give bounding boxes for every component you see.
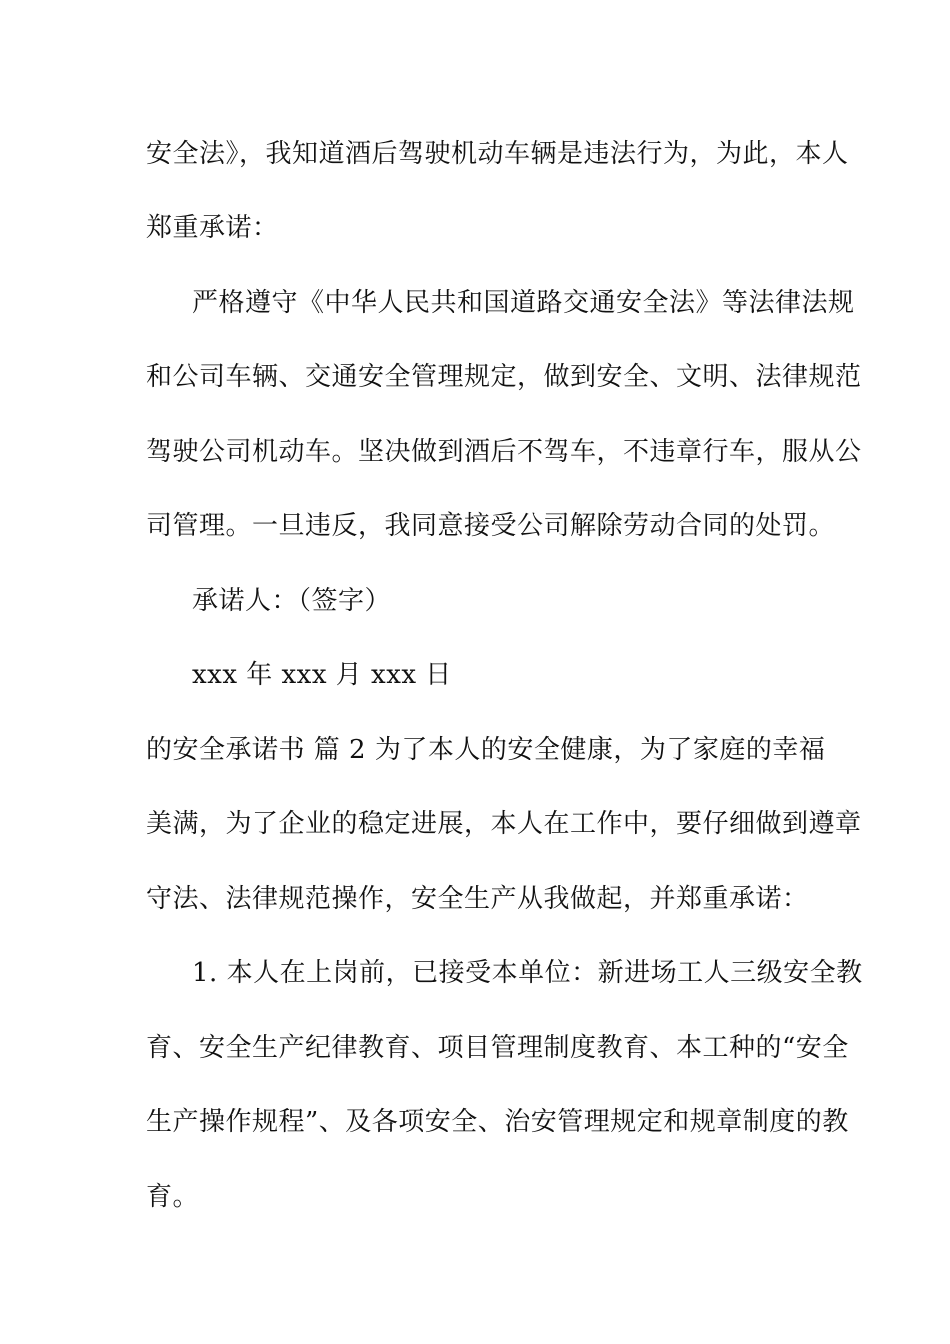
text-line-6: 司管理。一旦违反，我同意接受公司解除劳动合同的处罚。 bbox=[146, 511, 836, 541]
text-line-11: 守法、法律规范操作，安全生产从我做起，并郑重承诺： bbox=[146, 884, 809, 914]
text-line-5: 驾驶公司机动车。坚决做到酒后不驾车，不违章行车，服从公 bbox=[146, 437, 862, 467]
text-line-3: 严格遵守《中华人民共和国道路交通安全法》等法律法规 bbox=[192, 288, 855, 318]
text-line-14: 生产操作规程”、及各项安全、治安管理规定和规章制度的教 bbox=[146, 1107, 849, 1137]
text-line-2: 郑重承诺： bbox=[146, 213, 279, 243]
text-line-1: 安全法》，我知道酒后驾驶机动车辆是违法行为，为此，本人 bbox=[146, 139, 849, 169]
text-line-4: 和公司车辆、交通安全管理规定，做到安全、文明、法律规范 bbox=[146, 362, 862, 392]
text-line-10: 美满，为了企业的稳定进展，本人在工作中，要仔细做到遵章 bbox=[146, 809, 862, 839]
text-line-13: 育、安全生产纪律教育、项目管理制度教育、本工种的“安全 bbox=[146, 1033, 849, 1063]
date-line: xxx 年 xxx 月 xxx 日 bbox=[192, 660, 452, 690]
section-heading-line: 的安全承诺书 篇 2 为了本人的安全健康，为了家庭的幸福 bbox=[146, 735, 826, 765]
text-line-15: 育。 bbox=[146, 1182, 200, 1212]
signature-label: 承诺人：（签字） bbox=[192, 586, 392, 616]
text-line-12: 1. 本人在上岗前，已接受本单位：新进场工人三级安全教 bbox=[192, 958, 863, 988]
